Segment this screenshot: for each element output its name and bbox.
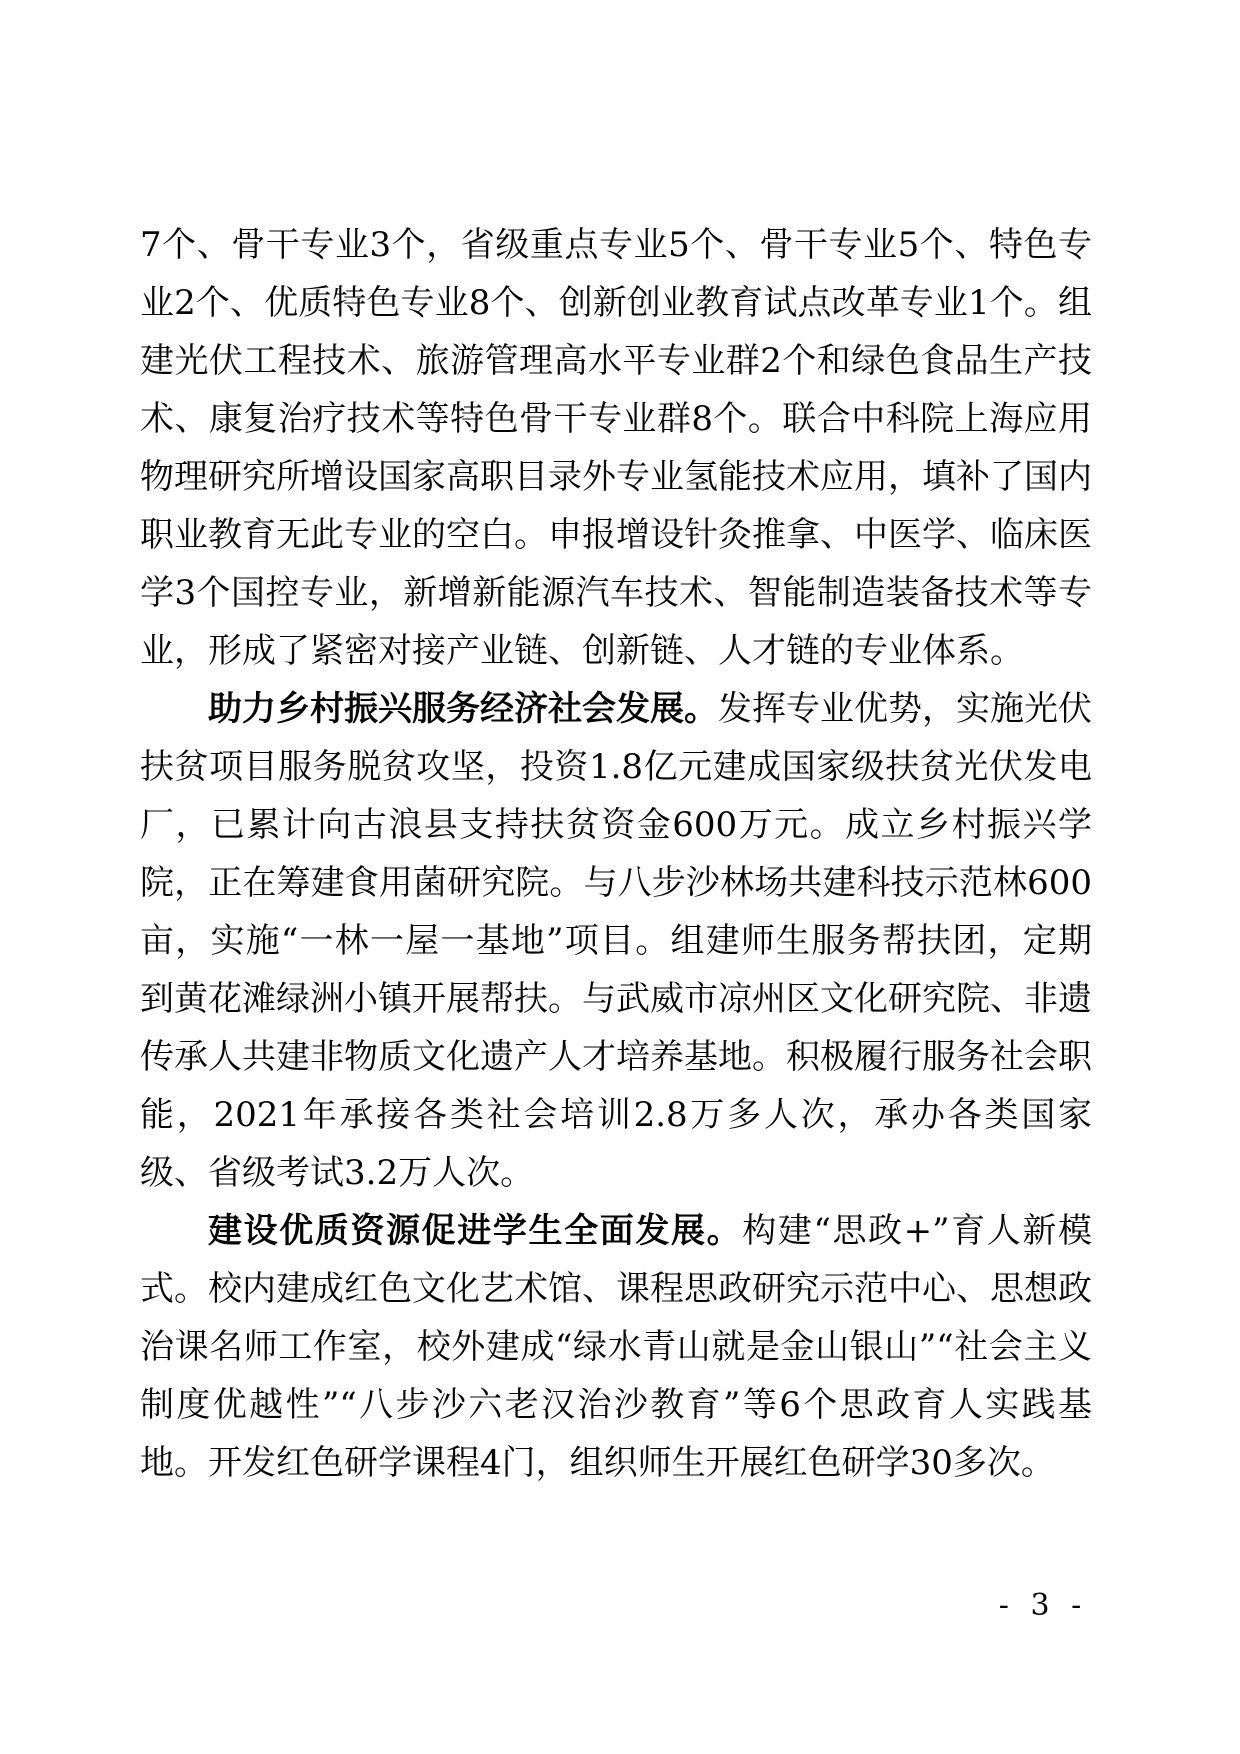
document-body — [140, 216, 1092, 1492]
paragraph-continuation — [140, 216, 1092, 680]
paragraph-rural-revitalization — [140, 680, 1092, 1202]
paragraph-text: 发挥专业优势，实施光伏扶贫项目服务脱贫攻坚，投资1.8亿元建成国家级扶贫光伏发电厂，已累计向古浪县支持扶贫资金600万元。成立乡村振兴学院，正在筹建食用菌研究院。与八步沙林场共建科技示范林600亩，实施“一林一屋一基地”项目。组建师生服务帮扶团，定期到黄花滩绿洲小镇开展帮扶。与武威市凉州区文化研究院、非遗传承人共建非物质文化遗产人才培养基地。积极履行服务社会职能，2021年承接各类社会培训2.8万多人次，承办各类国家级、省级考试3.2万人次。 — [140, 689, 1092, 1193]
page-number: - 3 - — [998, 1588, 1088, 1623]
paragraph-text: 7个、骨干专业3个，省级重点专业5个、骨干专业5个、特色专业2个、优质特色专业8个、创新创业教育试点改革专业1个。组建光伏工程技术、旅游管理高水平专业群2个和绿色食品生产技术、康复治疗技术等特色骨干专业群8个。联合中科院上海应用物理研究所增设国家高职目录外专业氢能技术应用，填补了国内职业教育无此专业的空白。申报增设针灸推拿、中医学、临床医学3个国控专业，新增新能源汽车技术、智能制造装备技术等专业，形成了紧密对接产业链、创新链、人才链的专业体系。 — [140, 225, 1092, 671]
paragraph-text: 构建“思政+”育人新模式。校内建成红色文化艺术馆、课程思政研究示范中心、思想政治课名师工作室，校外建成“绿水青山就是金山银山”“社会主义制度优越性”“八步沙六老汉治沙教育”等6个思政育人实践基地。开发红色研学课程4门，组织师生开展红色研学30多次。 — [140, 1211, 1092, 1483]
paragraph-bold-lead: 建设优质资源促进学生全面发展。 — [208, 1211, 743, 1251]
paragraph-bold-lead: 助力乡村振兴服务经济社会发展。 — [208, 689, 718, 729]
paragraph-quality-resources — [140, 1202, 1092, 1492]
